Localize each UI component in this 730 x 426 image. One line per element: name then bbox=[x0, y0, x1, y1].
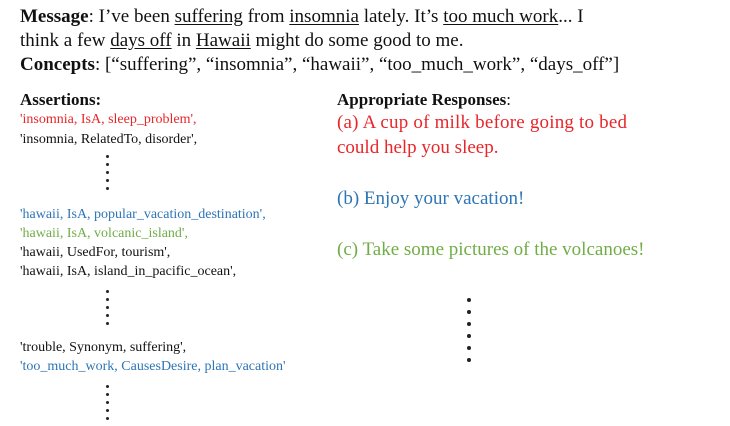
concepts-label: Concepts bbox=[20, 54, 95, 75]
concept-word-suffering: suffering bbox=[174, 6, 243, 27]
message-text: lately. It’s bbox=[358, 6, 444, 27]
assertion-item: 'hawaii, UsedFor, tourism', bbox=[20, 245, 171, 260]
assertion-item: 'too_much_work, CausesDesire, plan_vacation' bbox=[20, 359, 286, 374]
message-line-1 bbox=[20, 6, 584, 28]
response-a-line-1: (a) A cup of milk before going to bed bbox=[337, 112, 628, 133]
response-b: (b) Enjoy your vacation! bbox=[337, 188, 525, 209]
assertion-item: 'insomnia, RelatedTo, disorder', bbox=[20, 132, 198, 147]
message-text: ... I bbox=[558, 6, 584, 27]
ellipsis-vertical-icon bbox=[106, 385, 110, 425]
message-text: from bbox=[242, 6, 290, 27]
assertion-item: 'hawaii, IsA, island_in_pacific_ocean', bbox=[20, 264, 237, 279]
assertion-item: 'hawaii, IsA, volcanic_island', bbox=[20, 226, 188, 241]
concepts-line bbox=[20, 54, 619, 76]
message-text: think a few bbox=[20, 30, 111, 51]
assertion-item: 'insomnia, IsA, sleep_problem', bbox=[20, 112, 197, 127]
message-text: : I’ve been bbox=[88, 6, 175, 27]
concept-word-insomnia: insomnia bbox=[289, 6, 359, 27]
assertions-heading: Assertions: bbox=[20, 90, 102, 109]
message-line-2 bbox=[20, 30, 463, 52]
assertion-item: 'hawaii, IsA, popular_vacation_destination', bbox=[20, 207, 266, 222]
concept-word-hawaii: Hawaii bbox=[195, 30, 251, 51]
concept-word-days-off: days off bbox=[110, 30, 172, 51]
ellipsis-vertical-icon bbox=[467, 298, 471, 370]
assertion-item: 'trouble, Synonym, suffering', bbox=[20, 340, 187, 355]
response-a-line-2: could help you sleep. bbox=[337, 137, 499, 158]
response-c: (c) Take some pictures of the volcanoes! bbox=[337, 239, 645, 260]
message-text: might do some good to me. bbox=[250, 30, 464, 51]
concept-word-too-much-work: too much work bbox=[443, 6, 559, 27]
responses-heading: Appropriate Responses: bbox=[337, 90, 511, 109]
message-label: Message bbox=[20, 6, 89, 27]
ellipsis-vertical-icon bbox=[106, 155, 110, 195]
concepts-value: : [“suffering”, “insomnia”, “hawaii”, “too_much_work”, “days_off”] bbox=[94, 54, 620, 75]
message-text: in bbox=[171, 30, 196, 51]
ellipsis-vertical-icon bbox=[106, 290, 110, 330]
